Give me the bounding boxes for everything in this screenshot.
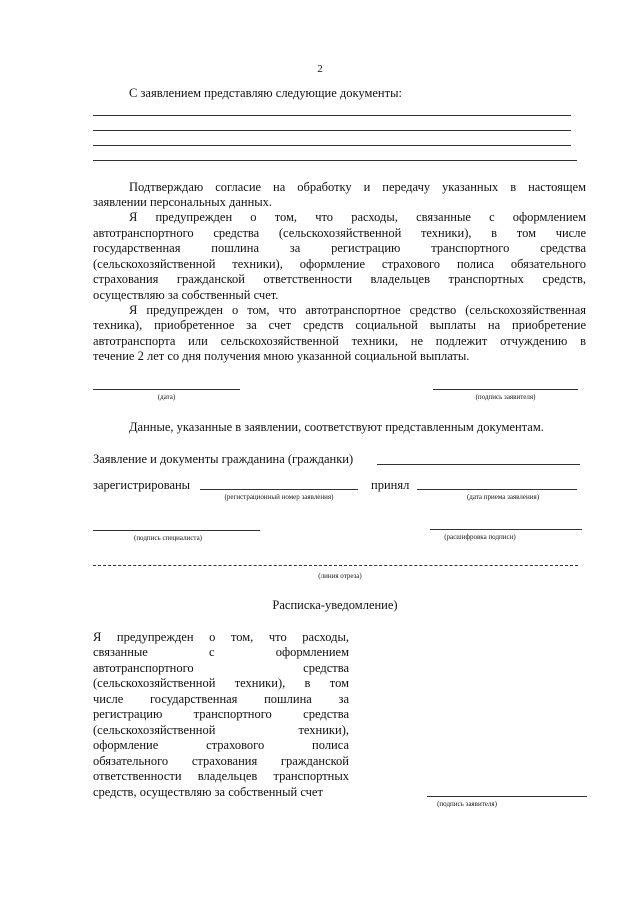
verification-text: Данные, указанные в заявлении, соответствуют представленным документам. bbox=[129, 420, 544, 434]
registered-label: зарегистрированы bbox=[93, 478, 191, 492]
cut-line bbox=[93, 565, 578, 566]
applicant-signature-caption: (подпись заявителя) bbox=[475, 393, 536, 401]
consent-para2-line: государственная пошлина за регистрацию транспортного средства bbox=[93, 241, 586, 255]
documents-heading: С заявлением представляю следующие документы: bbox=[129, 86, 402, 100]
date-line[interactable] bbox=[93, 389, 240, 390]
consent-para3-line: автотранспорта или сельскохозяйственной техники, не подлежит отчуждению в bbox=[93, 334, 586, 348]
receipt-line: оформление страхового полиса bbox=[93, 738, 349, 752]
acceptance-date-caption: (дата приема заявления) bbox=[466, 493, 540, 501]
consent-para2-line: автотранспортного средства (сельскохозяйственной техники), в том числе bbox=[93, 226, 586, 240]
consent-para3-line: Я предупрежден о том, что автотранспортное средство (сельскохозяйственная bbox=[129, 303, 586, 317]
documents-line-2[interactable] bbox=[93, 130, 571, 131]
cut-line-caption: (линия отреза) bbox=[318, 572, 362, 580]
receipt-line: Я предупрежден о том, что расходы, bbox=[93, 630, 349, 644]
consent-para1-line2: заявлении персональных данных. bbox=[93, 195, 273, 209]
date-caption: (дата) bbox=[157, 393, 176, 401]
receipt-signature-line[interactable] bbox=[427, 796, 587, 797]
documents-line-3[interactable] bbox=[93, 145, 571, 146]
consent-para2-line: страхования гражданской ответственности владельцев транспортных средств, bbox=[93, 272, 586, 286]
receipt-line: числе государственная пошлина за bbox=[93, 692, 349, 706]
receipt-line: автотранспортного средства bbox=[93, 661, 349, 675]
consent-para2-line: Я предупрежден о том, что расходы, связанные с оформлением bbox=[129, 210, 586, 224]
documents-line-4[interactable] bbox=[93, 160, 577, 161]
receipt-line: регистрацию транспортного средства bbox=[93, 707, 349, 721]
documents-line-1[interactable] bbox=[93, 115, 571, 116]
specialist-signature-line[interactable] bbox=[93, 530, 260, 531]
consent-para2-line: (сельскохозяйственной техники), оформление страхового полиса обязательного bbox=[93, 257, 586, 271]
accepted-label: принял bbox=[371, 478, 410, 492]
registration-number-line[interactable] bbox=[200, 489, 358, 490]
signature-decode-line[interactable] bbox=[430, 529, 582, 530]
consent-para1-line1: Подтверждаю согласие на обработку и передачу указанных в настоящем bbox=[129, 180, 586, 194]
receipt-line: (сельскохозяйственной техники), bbox=[93, 723, 349, 737]
consent-para3-last: течение 2 лет со дня получения мною указанной социальной выплаты. bbox=[93, 349, 470, 363]
receipt-line: связанные с оформлением bbox=[93, 645, 349, 659]
receipt-title: Расписка-уведомление) bbox=[272, 598, 398, 612]
receipt-signature-caption: (подпись заявителя) bbox=[437, 800, 497, 808]
receipt-line: (сельскохозяйственной техники), в том bbox=[93, 676, 349, 690]
applicant-signature-line[interactable] bbox=[433, 389, 578, 390]
specialist-signature-caption: (подпись специалиста) bbox=[133, 534, 203, 542]
signature-decode-caption: (расшифровка подписи) bbox=[444, 533, 516, 541]
receipt-line: ответственности владельцев транспортных bbox=[93, 769, 349, 783]
page-number: 2 bbox=[317, 63, 323, 75]
acceptance-date-line[interactable] bbox=[417, 489, 577, 490]
consent-para2-last: осуществляю за собственный счет. bbox=[93, 288, 279, 302]
receipt-line: обязательного страхования гражданской bbox=[93, 754, 349, 768]
citizen-name-line[interactable] bbox=[377, 464, 580, 465]
statement-label: Заявление и документы гражданина (гражданки) bbox=[93, 452, 354, 466]
registration-number-caption: (регистрационный номер заявления) bbox=[224, 493, 334, 501]
consent-para3-line: техника), приобретенное за счет средств социальной выплаты на приобретение bbox=[93, 318, 586, 332]
receipt-last-line: средств, осуществляю за собственный счет bbox=[93, 785, 323, 799]
